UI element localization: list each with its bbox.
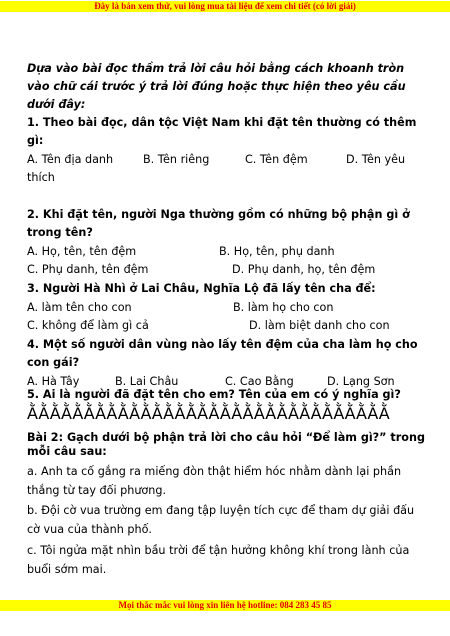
intro-line-3: dưới đây: <box>27 98 86 111</box>
q1-option-b: B. Tên riêng <box>143 153 210 166</box>
q1-option-a: A. Tên địa danh <box>27 153 114 166</box>
q4-line-2: con gái? <box>27 356 80 369</box>
q1-option-d-wrap: thích <box>27 171 55 184</box>
q4-option-c: C. Cao Bằng <box>225 375 294 388</box>
q5-answer-line: ẰẰẰẰẰẰẰẰẰẰẰẰẰẰẰẰẰẰẰẰẰẰẰẰẰẰẰẰẰẰẰẰ <box>27 404 391 423</box>
bai2-line-1: Bài 2: Gạch dưới bộ phận trả lời cho câu hỏi “Để làm gì?” trong <box>27 431 425 444</box>
q4-line-1: 4. Một số người dân vùng nào lấy tên đệm của cha làm họ cho <box>27 338 418 351</box>
bai2-item-b: b. Đội cờ vua trường em đang tập luyện tích cực để tham dự giải đấu cờ vua của thành phố. <box>27 504 415 536</box>
bai2-line-2: mỗi câu sau: <box>27 445 107 458</box>
q4-option-b: B. Lai Châu <box>115 375 179 388</box>
q1-line-1: 1. Theo bài đọc, dân tộc Việt Nam khi đặt tên thường có thêm <box>27 116 417 129</box>
q2-line-2: trong tên? <box>27 226 93 239</box>
q4-option-a: A. Hà Tây <box>27 375 80 388</box>
q2-option-c: C. Phụ danh, tên đệm <box>27 263 149 276</box>
top-banner <box>0 1 450 12</box>
q2-option-b: B. Họ, tên, phụ danh <box>219 245 335 258</box>
q2-option-a: A. Họ, tên, tên đệm <box>27 245 137 258</box>
q3-option-d: D. làm biệt danh cho con <box>249 319 390 332</box>
bottom-banner-text: Mọi thắc mắc vui lòng xin liên hệ hotline: 084 283 45 85 <box>118 600 332 610</box>
q3-option-a: A. làm tên cho con <box>27 301 132 314</box>
q2-line-1: 2. Khi đặt tên, người Nga thường gồm có những bộ phận gì ở <box>27 208 410 221</box>
intro-line-1: Dựa vào bài đọc thầm trả lời câu hỏi bằng cách khoanh tròn <box>27 62 405 75</box>
q2-option-d: D. Phụ danh, họ, tên đệm <box>232 263 376 276</box>
intro-line-2: vào chữ cái trước ý trả lời đúng hoặc thực hiện theo yêu cầu <box>27 80 406 93</box>
q3-line: 3. Người Hà Nhì ở Lai Châu, Nghĩa Lộ đã lấy tên cha để: <box>27 282 376 295</box>
bai2-item-c: c. Tôi ngửa mặt nhìn bầu trời để tận hưởng không khí trong lành của buổi sớm mai. <box>27 544 410 576</box>
bottom-banner <box>0 600 450 611</box>
q1-option-d: D. Tên yêu <box>346 153 406 166</box>
q3-option-c: C. không để làm gì cả <box>27 319 149 332</box>
q4-option-d: D. Lạng Sơn <box>327 375 395 388</box>
q3-option-b: B. làm họ cho con <box>233 301 334 314</box>
q5-line: 5. Ai là người đã đặt tên cho em? Tên của em có ý nghĩa gì? <box>27 388 401 401</box>
q1-option-c: C. Tên đệm <box>245 153 308 166</box>
bai2-item-a: a. Anh ta cố gắng ra miếng đòn thật hiểm hóc nhằm dành lại phần thắng từ tay đối phương. <box>27 465 402 497</box>
q1-line-2: gì: <box>27 134 44 147</box>
top-banner-text: Đây là bản xem thử, vui lòng mua tài liệu để xem chi tiết (có lời giải) <box>94 1 356 11</box>
